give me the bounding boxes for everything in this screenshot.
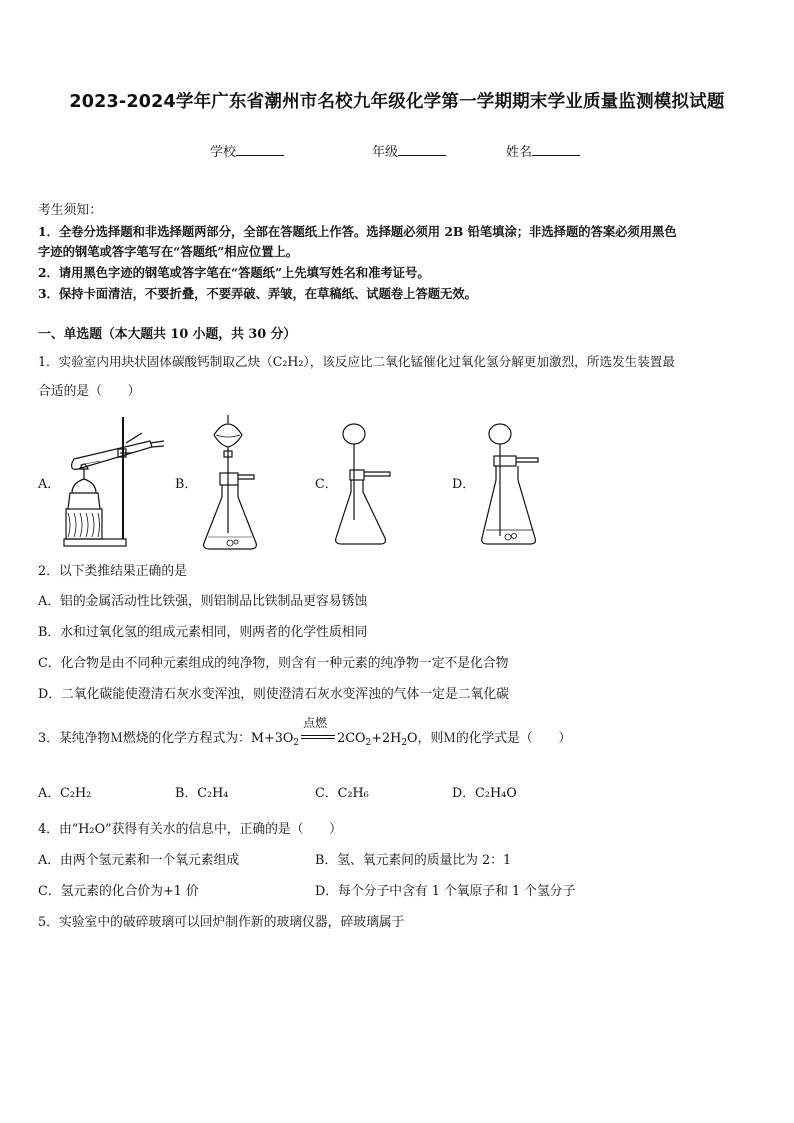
- q3-condition: 点燃: [303, 716, 328, 730]
- school-field: [210, 141, 284, 160]
- q1-option-c-label: C．: [315, 477, 338, 492]
- name-field: [506, 141, 580, 160]
- name-label: 姓名: [506, 145, 533, 160]
- q3-option-b: B．C₂H₄: [175, 786, 229, 801]
- q3-suffix: ，则Ｍ的化学式是（ ）: [417, 731, 572, 746]
- q3-option-c: C．C₂H₆: [315, 786, 369, 801]
- q4-stem: 4．由“H₂O”获得有关水的信息中，正确的是（ ）: [38, 822, 342, 837]
- q3-stem: 3．某纯净物Ｍ燃烧的化学方程式为：$M+3O_2$ 点燃 $2CO_2+2H_2O$，则Ｍ的化学式是（ ）: [38, 716, 572, 748]
- grade-label: 年级: [372, 145, 399, 160]
- q4-option-d: D．每个分子中含有 1 个氧原子和 1 个氢分子: [315, 884, 576, 899]
- notice-item-3: 3．保持卡面清洁，不要折叠，不要弄破、弄皱，在草稿纸、试题卷上答题无效。: [38, 286, 477, 301]
- q4-option-a: A．由两个氢元素和一个氧元素组成: [38, 853, 240, 868]
- school-blank: [236, 143, 284, 156]
- apparatus-b-separatory-funnel-image: [198, 413, 262, 553]
- school-label: 学校: [210, 145, 237, 160]
- notice-item-1b: 字迹的钢笔或答字笔写在“答题纸”相应位置上。: [38, 244, 299, 259]
- q3-lhs: M+3O: [250, 731, 294, 746]
- notice-item-1a: 1．全卷分选择题和非选择题两部分，全部在答题纸上作答。选择题必须用 2B 铅笔填涂；非选择题的答案必须用黑色: [38, 224, 677, 239]
- grade-blank: [398, 143, 446, 156]
- q3-option-d: D．C₂H₄O: [452, 786, 517, 801]
- name-blank: [532, 143, 580, 156]
- q4-option-b: B．氢、氧元素间的质量比为 2：1: [315, 853, 512, 868]
- q2-stem: 2．以下类推结果正确的是: [38, 564, 187, 579]
- q2-option-d: D．二氧化碳能使澄清石灰水变浑浊，则使澄清石灰水变浑浊的气体一定是二氧化碳: [38, 687, 509, 702]
- q1-option-b-label: B．: [175, 477, 198, 492]
- section-heading: 一、单选题（本大题共 10 小题，共 30 分）: [38, 327, 297, 342]
- q1-option-d-label: D．: [452, 477, 476, 492]
- q2-option-c: C．化合物是由不同种元素组成的纯净物，则含有一种元素的纯净物一定不是化合物: [38, 656, 509, 671]
- notice-item-2: 2．请用黑色字迹的钢笔或答字笔在“答题纸”上先填写姓名和准考证号。: [38, 265, 430, 280]
- apparatus-d-funnel-liquid-flask-image: [478, 420, 550, 550]
- q2-option-a: A．铝的金属活动性比铁强，则铝制品比铁制品更容易锈蚀: [38, 594, 368, 609]
- q3-rhs-h2: +2H: [371, 731, 402, 746]
- q5-stem: 5．实验室中的破碎玻璃可以回炉制作新的玻璃仪器，碎玻璃属于: [38, 915, 405, 930]
- notice-heading: 考生须知：: [38, 203, 102, 218]
- apparatus-a-heating-tube-image: [60, 413, 172, 549]
- q3-rhs-co2: 2CO: [337, 731, 366, 746]
- q1-stem-line2: 合适的是（ ）: [38, 384, 141, 399]
- q4-option-c: C．氢元素的化合价为+1 价: [38, 884, 199, 899]
- q3-prefix: 3．某纯净物Ｍ燃烧的化学方程式为：: [38, 731, 251, 746]
- q3-reaction-arrow: [299, 716, 337, 742]
- q1-stem-line1: 1．实验室内用块状固体碳酸钙制取乙炔（C₂H₂），该反应比二氧化锰催化过氧化氢分解更加激烈，所选发生装置最: [38, 354, 675, 369]
- grade-field: [372, 141, 446, 160]
- q2-option-b: B．水和过氧化氢的组成元素相同，则两者的化学性质相同: [38, 625, 368, 640]
- page-title: 2023-2024学年广东省潮州市名校九年级化学第一学期期末学业质量监测模拟试题: [69, 92, 725, 112]
- apparatus-c-funnel-flask-image: [332, 420, 400, 548]
- q3-rhs-o: O: [407, 731, 418, 746]
- q1-option-a-label: A．: [38, 477, 61, 492]
- q3-option-a: A．C₂H₂: [38, 786, 92, 801]
